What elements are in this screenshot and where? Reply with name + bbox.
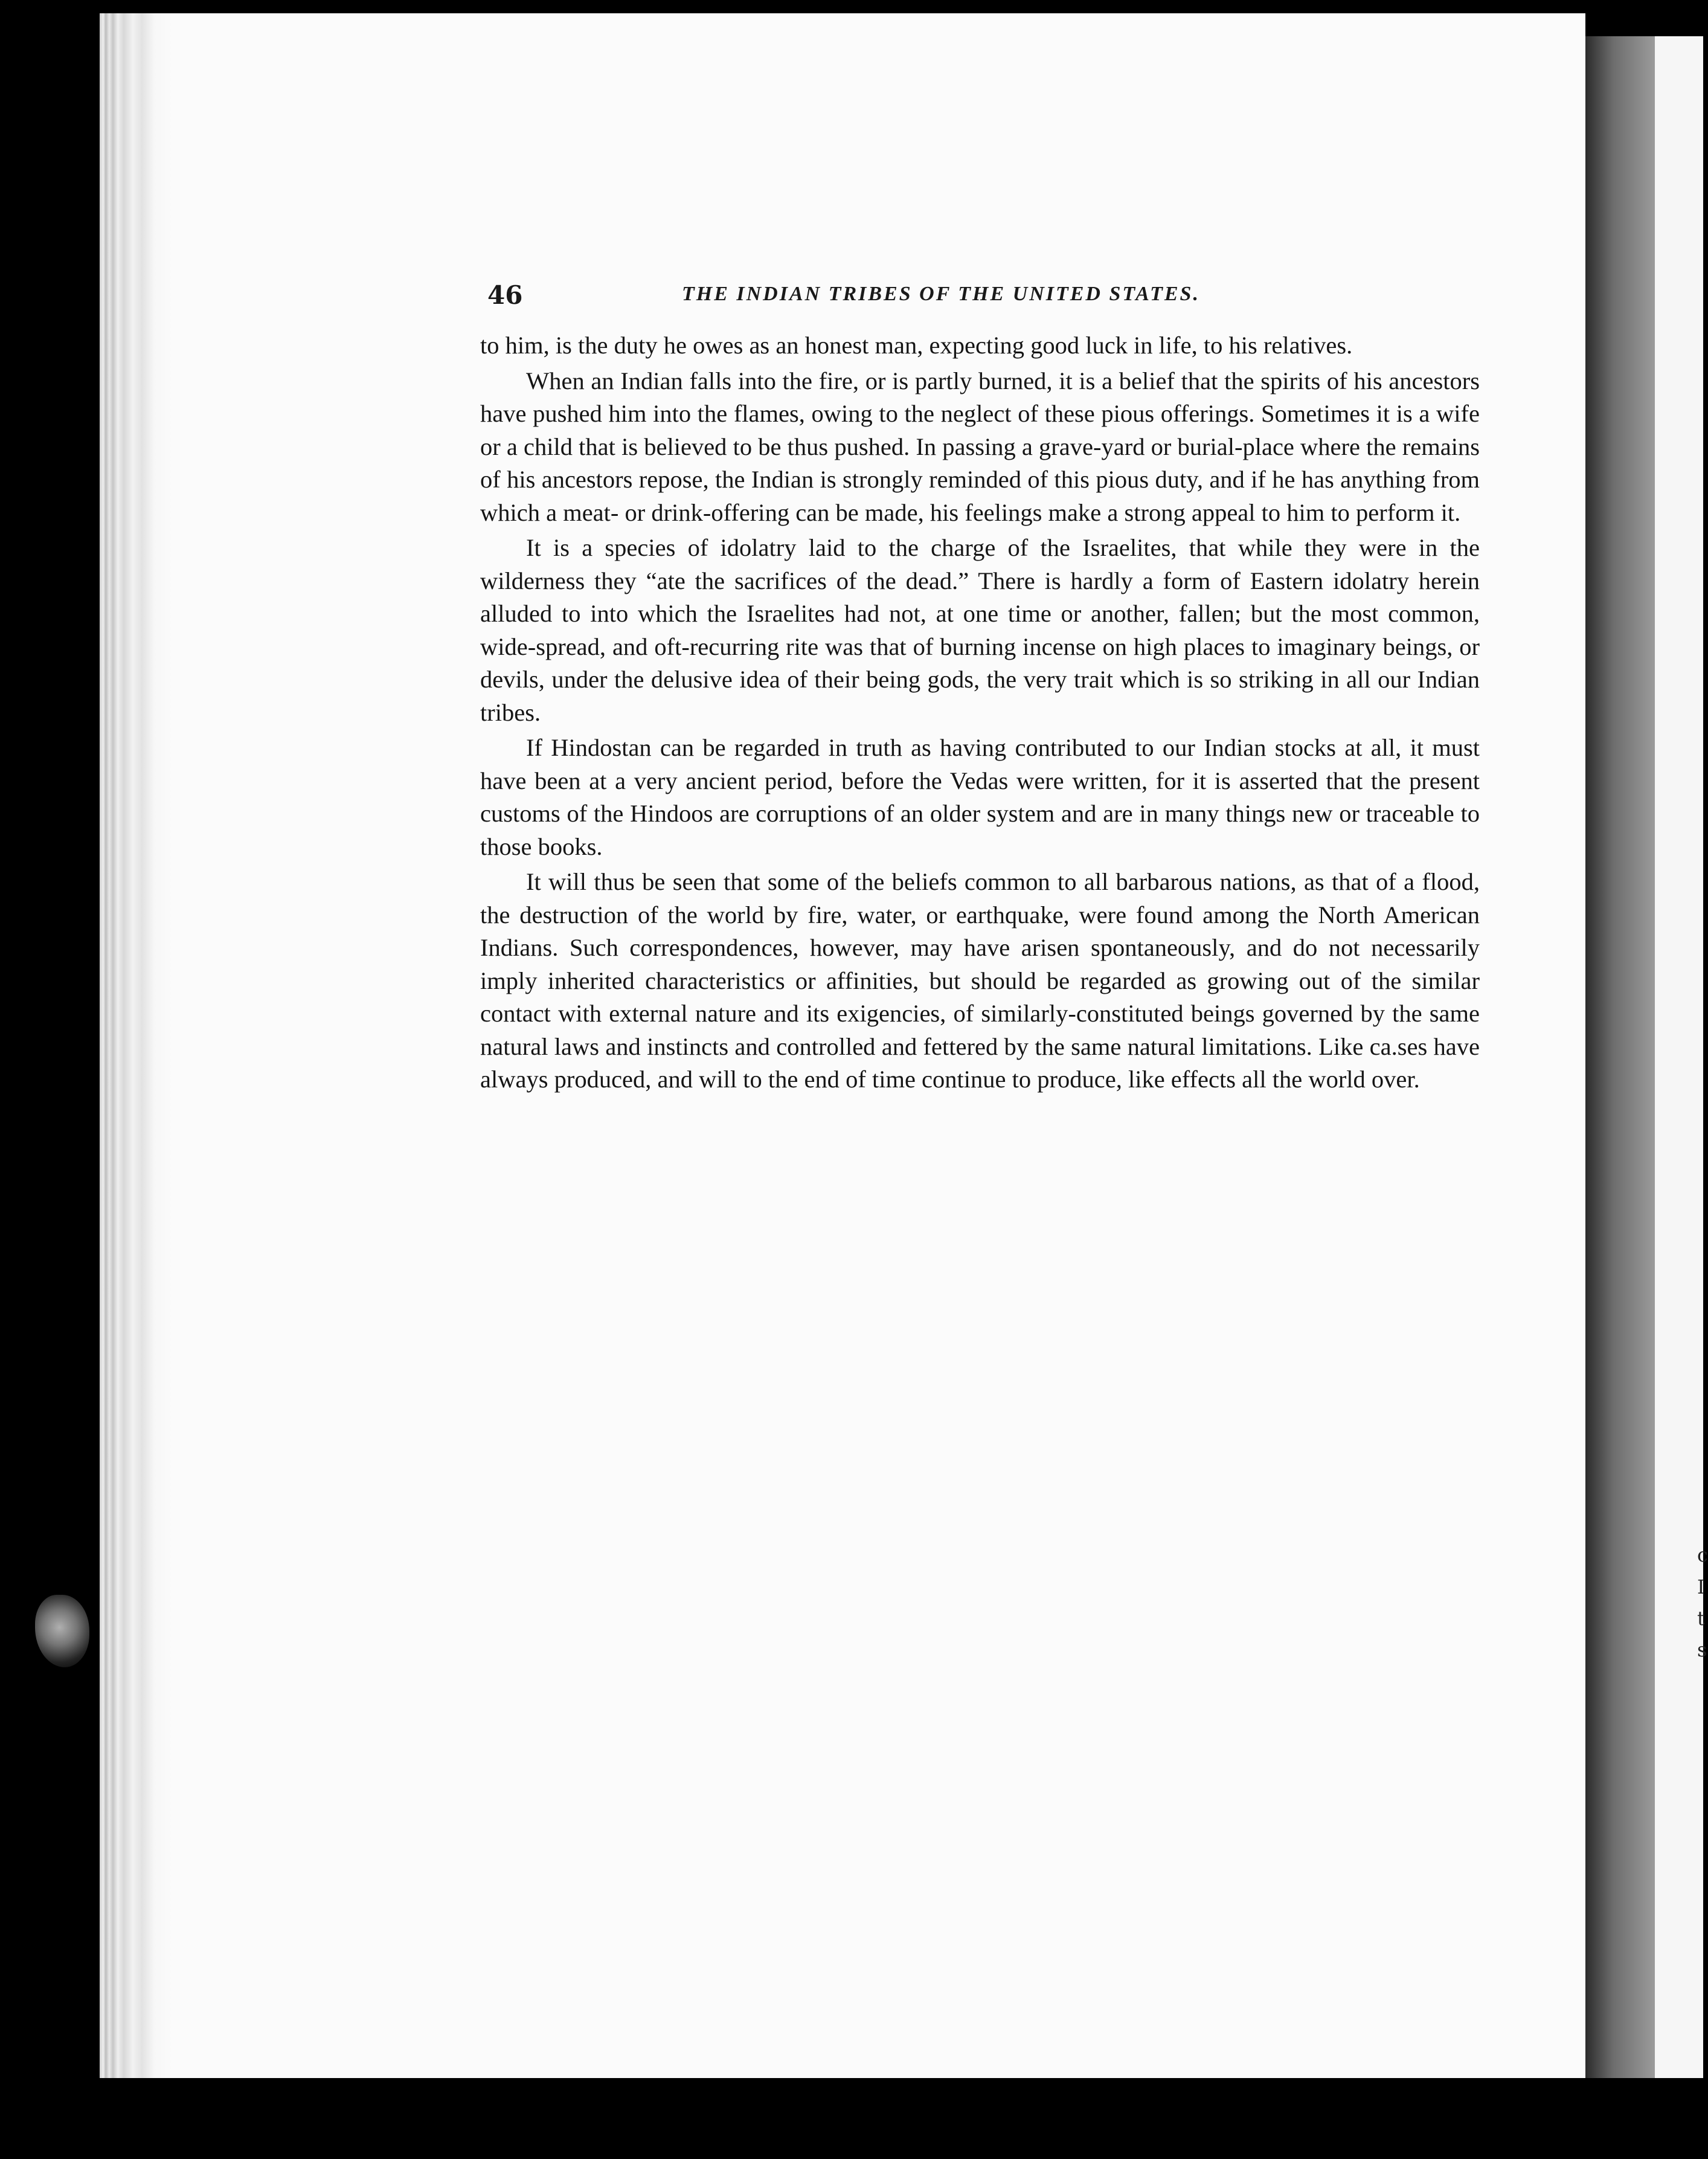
paragraph: It is a species of idolatry laid to the charge of the Israelites, that while they were in the wilderness they “ate the sacrifices of the dead.” There is hardly a form of Eastern idolatry herein alluded to into which the Israelites had not, at one time or another, fallen; but the most common, wide-spread, and oft-recurring rite was that of burning incense on high places to imaginary beings, or devils, under the delusive idea of their being gods, the very trait which is so striking in all our Indian tribes.	[480, 534, 1480, 726]
running-head: THE INDIAN TRIBES OF THE UNITED STATES.	[682, 283, 1200, 305]
paragraph: to him, is the duty he owes as an honest man, expecting good luck in life, to his relatives.	[480, 332, 1353, 359]
paragraph: If Hindostan can be regarded in truth as having contributed to our Indian stocks at all, it must have been at a very ancient period, before the Vedas were written, for it is asserted that the present customs of the Hindoos are corruptions of an older system and are in many things new or traceable to those books.	[480, 734, 1480, 860]
page-stack-edge	[100, 0, 172, 2078]
body-text	[480, 329, 1480, 1096]
page-header	[487, 280, 1297, 310]
facing-page-sliver	[1655, 36, 1708, 2078]
facing-page-fragment: c	[1697, 1543, 1708, 1566]
paragraph: When an Indian falls into the fire, or is partly burned, it is a belief that the spirits of his ancestors have pushed him into the flames, owing to the neglect of these pious offerings. Sometimes it is a wife or a child that is believed to be thus pushed. In passing a grave-yard or burial-place where the remains of his ancestors repose, the Indian is strongly reminded of this pious duty, and if he has anything from which a meat- or drink-offering can be made, his feelings make a strong appeal to him to perform it.	[480, 367, 1480, 526]
facing-page-fragment: s	[1697, 1638, 1707, 1661]
paragraph: It will thus be seen that some of the beliefs common to all barbarous nations, as that of a flood, the destruction of the world by fire, water, or earthquake, were found among the North American Indians. Such correspondences, however, may have arisen spontaneously, and do not necessarily imply inherited characteristics or affinities, but should be regarded as growing out of the similar contact with external nature and its exigencies, of similarly-constituted beings governed by the same natural laws and instincts and controlled and fettered by the same natural limitations. Like ca.ses have always produced, and will to the end of time continue to produce, like effects all the world over.	[480, 868, 1480, 1093]
page-number: 46	[487, 280, 523, 310]
facing-page-fragment: I	[1697, 1575, 1705, 1598]
scan-top-border	[0, 0, 1703, 13]
facing-page-fragment: t	[1697, 1607, 1705, 1630]
binding-gutter-shadow	[1585, 36, 1655, 2078]
